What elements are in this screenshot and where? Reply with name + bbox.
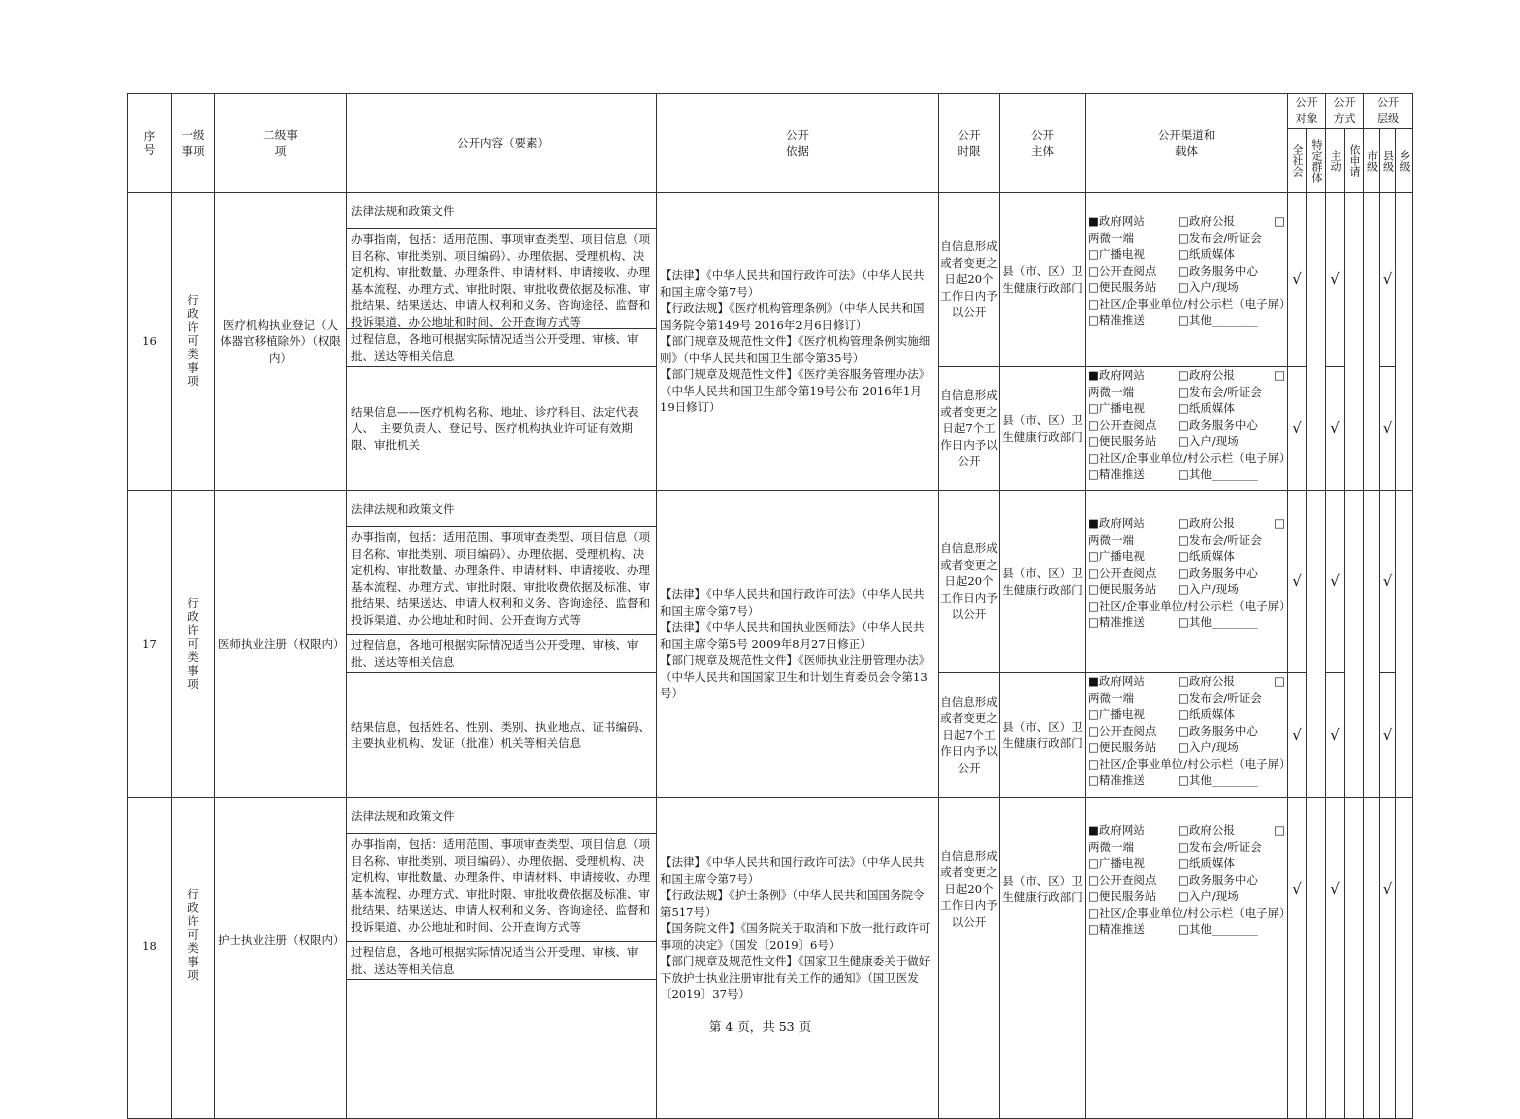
channel-option: □广播电视 bbox=[1088, 549, 1145, 563]
header-method-request: 依申请 bbox=[1348, 144, 1361, 178]
publish-subject: 县（市、区）卫生健康行政部门 bbox=[1002, 413, 1083, 444]
header-level-city: 市级 bbox=[1365, 149, 1379, 172]
row-item-name: 护士执业注册（权限内） bbox=[215, 798, 347, 1119]
channel-option: □社区/企事业单位/村公示栏（电子屏） bbox=[1088, 598, 1291, 613]
header-level1: 一级事项 bbox=[172, 94, 215, 193]
channel-option: □ bbox=[1274, 214, 1285, 228]
check-target-all: √ bbox=[1292, 419, 1302, 438]
channel-option bbox=[1274, 417, 1285, 434]
channel-option: □政府公报 bbox=[1178, 214, 1235, 228]
header-content: 公开内容（要素） bbox=[347, 94, 657, 193]
channel-option bbox=[1274, 739, 1285, 756]
channel-option bbox=[1274, 230, 1285, 247]
channel-option bbox=[1274, 839, 1285, 856]
row-item-name: 医师执业注册（权限内） bbox=[215, 491, 347, 798]
table-row bbox=[128, 798, 1413, 1119]
check-method-active: √ bbox=[1330, 725, 1340, 744]
channel-option: □便民服务站 bbox=[1088, 434, 1157, 448]
content-law-docs: 法律法规和政策文件 bbox=[347, 193, 656, 229]
check-level-county: √ bbox=[1380, 193, 1395, 367]
channel-option bbox=[1274, 872, 1285, 889]
channel-list bbox=[1086, 491, 1291, 673]
channel-option: □政府公报 bbox=[1178, 516, 1235, 530]
content-result bbox=[347, 980, 656, 1118]
content-process: 过程信息，各地可根据实际情况适当公开受理、审核、审批、送达等相关信息 bbox=[347, 329, 656, 367]
channel-option: 两微一端 bbox=[1088, 230, 1134, 245]
page-footer: 第 4 页，共 53 页 bbox=[708, 1019, 812, 1034]
header-method: 公开方式 bbox=[1326, 94, 1364, 129]
channel-option: □政务服务中心 bbox=[1178, 263, 1258, 278]
time-limit-7: 自信息形成或者变更之日起7个工作日内予以公开 bbox=[940, 694, 998, 775]
channel-option: □社区/企事业单位/村公示栏（电子屏） bbox=[1088, 296, 1291, 311]
content-law-docs: 法律法规和政策文件 bbox=[347, 798, 656, 834]
channel-option: □发布会/听证会 bbox=[1178, 230, 1262, 245]
channel-option: 两微一端 bbox=[1088, 384, 1134, 399]
channel-option: □政务服务中心 bbox=[1178, 872, 1258, 887]
content-guide: 办事指南，包括：适用范围、事项审查类型、项目信息（项目名称、审批类别、项目编码）、办理依据、受理机构、决定机构、审批数量、办理条件、申请材料、申请接收、办理基本流程、办理方式、审批时限、审批收费依据及标准、审批结果、结果送达、申请人权利和义务、咨询途径、监督和投诉渠道、办公地址和时间、公开查询方式等 bbox=[347, 527, 656, 635]
channel-option: □广播电视 bbox=[1088, 856, 1145, 870]
publish-subject: 县（市、区）卫生健康行政部门 bbox=[1002, 719, 1083, 750]
channel-option: □ bbox=[1274, 516, 1285, 530]
channel-option: □入户/现场 bbox=[1178, 582, 1239, 596]
time-limit-20: 自信息形成或者变更之日起20个工作日内予以公开 bbox=[939, 193, 999, 367]
channel-option bbox=[1274, 246, 1285, 263]
channel-option: □政务服务中心 bbox=[1178, 565, 1258, 580]
channel-option: 两微一端 bbox=[1088, 532, 1134, 547]
channel-option: □社区/企事业单位/村公示栏（电子屏） bbox=[1088, 905, 1291, 920]
channel-option: □发布会/听证会 bbox=[1178, 532, 1262, 547]
channel-option: □其他________ bbox=[1178, 922, 1258, 936]
row-category: 行政许可类事项 bbox=[186, 294, 200, 389]
channel-option: □其他________ bbox=[1178, 467, 1258, 481]
channel-option bbox=[1274, 706, 1285, 723]
channel-option: □其他________ bbox=[1178, 615, 1258, 629]
channel-option bbox=[1274, 279, 1285, 296]
channel-option: □公开查阅点 bbox=[1088, 263, 1157, 278]
channel-option: □入户/现场 bbox=[1178, 280, 1239, 294]
channel-option: □便民服务站 bbox=[1088, 889, 1157, 903]
header-row bbox=[128, 94, 1413, 129]
publish-subject: 县（市、区）卫生健康行政部门 bbox=[1002, 873, 1083, 904]
channel-option: □公开查阅点 bbox=[1088, 872, 1157, 887]
channel-option: □纸质媒体 bbox=[1178, 247, 1235, 261]
content-result: 结果信息，包括姓名、性别、类别、执业地点、证书编码、主要执业机构、发证（批准）机关等相关信息 bbox=[351, 719, 650, 750]
channel-list bbox=[1086, 193, 1291, 367]
channel-option: □精准推送 bbox=[1088, 615, 1145, 629]
channel-option bbox=[1274, 400, 1285, 417]
channel-option: □政务服务中心 bbox=[1178, 723, 1258, 738]
disclosure-table bbox=[127, 93, 1413, 1119]
time-limit-20: 自信息形成或者变更之日起20个工作日内予以公开 bbox=[939, 491, 999, 673]
publish-subject: 县（市、区）卫生健康行政部门 bbox=[1000, 193, 1085, 367]
check-target-all: √ bbox=[1292, 725, 1302, 744]
row-basis: 【法律】《中华人民共和国行政许可法》（中华人民共和国主席令第7号） 【行政法规】《护士条例》（中华人民共和国国务院令第517号） 【国务院文件】《国务院关于取消和下放一批行政许可事项的决定》（国发〔2019〕6号） 【部门规章及规范性文件】《国家卫生健康委关于做好下放护士执业注册审批有关工作的通知》（国卫医发〔2019〕37号） bbox=[657, 798, 939, 1119]
content-guide: 办事指南，包括：适用范围、事项审查类型、项目信息（项目名称、审批类别、项目编码）、办理依据、受理机构、决定机构、审批数量、办理条件、申请材料、申请接收、办理基本流程、办理方式、审批时限、审批收费依据及标准、审批结果、结果送达、申请人权利和义务、咨询途径、监督和投诉渠道、办公地址和时间、公开查询方式等 bbox=[347, 229, 656, 329]
channel-option bbox=[1274, 433, 1285, 450]
channel-option: 两微一端 bbox=[1088, 690, 1134, 705]
channel-option: □公开查阅点 bbox=[1088, 723, 1157, 738]
check-target-all: √ bbox=[1288, 193, 1306, 367]
channel-option: ■政府网站 bbox=[1088, 823, 1145, 837]
channel-option: □发布会/听证会 bbox=[1178, 384, 1262, 399]
channel-list bbox=[1086, 367, 1291, 490]
row-basis: 【法律】《中华人民共和国行政许可法》（中华人民共和国主席令第7号） 【法律】《中华人民共和国执业医师法》（中华人民共和国主席令第5号 2009年8月27日修正） 【部门规章及规范性文件】《医师执业注册管理办法》（中华人民共和国国家卫生和计划生育委员会令第13号） bbox=[657, 491, 939, 798]
document-page bbox=[127, 93, 1412, 1001]
row-item-name: 医疗机构执业登记（人体器官移植除外）（权限内） bbox=[215, 193, 347, 491]
channel-option: □入户/现场 bbox=[1178, 740, 1239, 754]
channel-option: □纸质媒体 bbox=[1178, 707, 1235, 721]
channel-option: □ bbox=[1274, 823, 1285, 837]
channel-option: □ bbox=[1274, 674, 1285, 688]
channel-option: □政务服务中心 bbox=[1178, 417, 1258, 432]
channel-option bbox=[1274, 565, 1285, 582]
header-level-county: 县级 bbox=[1381, 149, 1395, 172]
table-row bbox=[128, 491, 1413, 798]
time-limit-20: 自信息形成或者变更之日起20个工作日内予以公开 bbox=[940, 848, 998, 929]
header-target-specific: 特定群体 bbox=[1310, 138, 1323, 183]
content-result: 结果信息——医疗机构名称、地址、诊疗科目、法定代表人、 主要负责人、登记号、医疗机构执业许可证有效期限、审批机关 bbox=[351, 404, 639, 452]
channel-option bbox=[1274, 888, 1285, 905]
header-seq: 序号 bbox=[142, 129, 157, 157]
check-target-all: √ bbox=[1288, 491, 1306, 673]
header-target: 公开对象 bbox=[1288, 94, 1326, 129]
row-seq: 17 bbox=[128, 491, 172, 798]
channel-option: □政府公报 bbox=[1178, 823, 1235, 837]
channel-option: ■政府网站 bbox=[1088, 674, 1145, 688]
table-row bbox=[128, 193, 1413, 491]
content-guide: 办事指南，包括：适用范围、事项审查类型、项目信息（项目名称、审批类别、项目编码）、办理依据、受理机构、决定机构、审批数量、办理条件、申请材料、申请接收、办理基本流程、办理方式、审批时限、审批收费依据及标准、审批结果、结果送达、申请人权利和义务、咨询途径、监督和投诉渠道、办公地址和时间、公开查询方式等 bbox=[347, 834, 656, 942]
channel-option: □精准推送 bbox=[1088, 313, 1145, 327]
header-method-active: 主动 bbox=[1329, 149, 1342, 172]
check-level-county: √ bbox=[1382, 879, 1393, 898]
check-level-county: √ bbox=[1382, 419, 1393, 438]
channel-option: □政府公报 bbox=[1178, 368, 1235, 382]
channel-option: □入户/现场 bbox=[1178, 889, 1239, 903]
header-target-all: 全社会 bbox=[1291, 144, 1304, 178]
channel-option: □ bbox=[1274, 368, 1285, 382]
header-level: 公开层级 bbox=[1364, 94, 1413, 129]
channel-option: □精准推送 bbox=[1088, 467, 1145, 481]
publish-subject: 县（市、区）卫生健康行政部门 bbox=[1000, 491, 1085, 673]
header-channel: 公开渠道和载体 bbox=[1086, 94, 1288, 193]
channel-option: □社区/企事业单位/村公示栏（电子屏） bbox=[1088, 756, 1291, 771]
channel-option: □其他________ bbox=[1178, 313, 1258, 327]
channel-option: ■政府网站 bbox=[1088, 368, 1145, 382]
content-law-docs: 法律法规和政策文件 bbox=[347, 491, 656, 527]
header-subject: 公开主体 bbox=[1000, 94, 1086, 193]
check-method-active: √ bbox=[1326, 491, 1344, 673]
channel-option bbox=[1274, 690, 1285, 707]
channel-option: ■政府网站 bbox=[1088, 516, 1145, 530]
channel-option: □入户/现场 bbox=[1178, 434, 1239, 448]
channel-option: □纸质媒体 bbox=[1178, 549, 1235, 563]
channel-option bbox=[1274, 581, 1285, 598]
row-seq: 16 bbox=[128, 193, 172, 491]
channel-option bbox=[1274, 532, 1285, 549]
row-category: 行政许可类事项 bbox=[186, 888, 200, 983]
content-process: 过程信息，各地可根据实际情况适当公开受理、审核、审批、送达等相关信息 bbox=[347, 942, 656, 980]
check-level-county: √ bbox=[1382, 725, 1393, 744]
channel-option: 两微一端 bbox=[1088, 839, 1134, 854]
channel-list bbox=[1086, 798, 1291, 980]
channel-list bbox=[1086, 673, 1291, 797]
channel-option bbox=[1274, 723, 1285, 740]
header-level-town: 乡级 bbox=[1398, 149, 1412, 172]
channel-option: □便民服务站 bbox=[1088, 280, 1157, 294]
channel-option: □精准推送 bbox=[1088, 773, 1145, 787]
channel-option: □便民服务站 bbox=[1088, 740, 1157, 754]
channel-option: □发布会/听证会 bbox=[1178, 690, 1262, 705]
check-target-all: √ bbox=[1292, 879, 1302, 898]
check-method-active: √ bbox=[1326, 193, 1344, 367]
header-basis: 公开依据 bbox=[657, 94, 939, 193]
content-process: 过程信息，各地可根据实际情况适当公开受理、审核、审批、送达等相关信息 bbox=[347, 635, 656, 673]
channel-option: □便民服务站 bbox=[1088, 582, 1157, 596]
channel-option: □政府公报 bbox=[1178, 674, 1235, 688]
channel-option bbox=[1274, 548, 1285, 565]
row-seq: 18 bbox=[128, 798, 172, 1119]
row-category: 行政许可类事项 bbox=[186, 596, 200, 692]
channel-option: □公开查阅点 bbox=[1088, 565, 1157, 580]
channel-option: □其他________ bbox=[1178, 773, 1258, 787]
channel-option: □广播电视 bbox=[1088, 247, 1145, 261]
channel-option: □广播电视 bbox=[1088, 707, 1145, 721]
header-level2: 二级事项 bbox=[215, 94, 347, 193]
channel-option: □纸质媒体 bbox=[1178, 856, 1235, 870]
channel-option bbox=[1274, 263, 1285, 280]
header-time-limit: 公开时限 bbox=[939, 94, 1000, 193]
channel-option: □发布会/听证会 bbox=[1178, 839, 1262, 854]
channel-option: ■政府网站 bbox=[1088, 214, 1145, 228]
channel-option: □社区/企事业单位/村公示栏（电子屏） bbox=[1088, 450, 1291, 465]
channel-option bbox=[1274, 384, 1285, 401]
channel-option: □纸质媒体 bbox=[1178, 401, 1235, 415]
check-method-active: √ bbox=[1330, 879, 1340, 898]
channel-option: □精准推送 bbox=[1088, 922, 1145, 936]
time-limit-7: 自信息形成或者变更之日起7个工作日内予以公开 bbox=[940, 388, 998, 469]
row-basis: 【法律】《中华人民共和国行政许可法》（中华人民共和国主席令第7号） 【行政法规】《医疗机构管理条例》（中华人民共和国国务院令第149号 2016年2月6日修订） 【部门规章及规范性文件】《医疗机构管理条例实施细则》（中华人民共和国卫生部令第35号） 【部门规章及规范性文件】《医疗美容服务管理办法》（中华人民共和国卫生部令第19号公布 2016年1月19日修订） bbox=[657, 193, 939, 491]
channel-option bbox=[1274, 855, 1285, 872]
check-level-county: √ bbox=[1380, 491, 1395, 673]
check-method-active: √ bbox=[1330, 419, 1340, 438]
channel-option: □公开查阅点 bbox=[1088, 417, 1157, 432]
channel-option: □广播电视 bbox=[1088, 401, 1145, 415]
